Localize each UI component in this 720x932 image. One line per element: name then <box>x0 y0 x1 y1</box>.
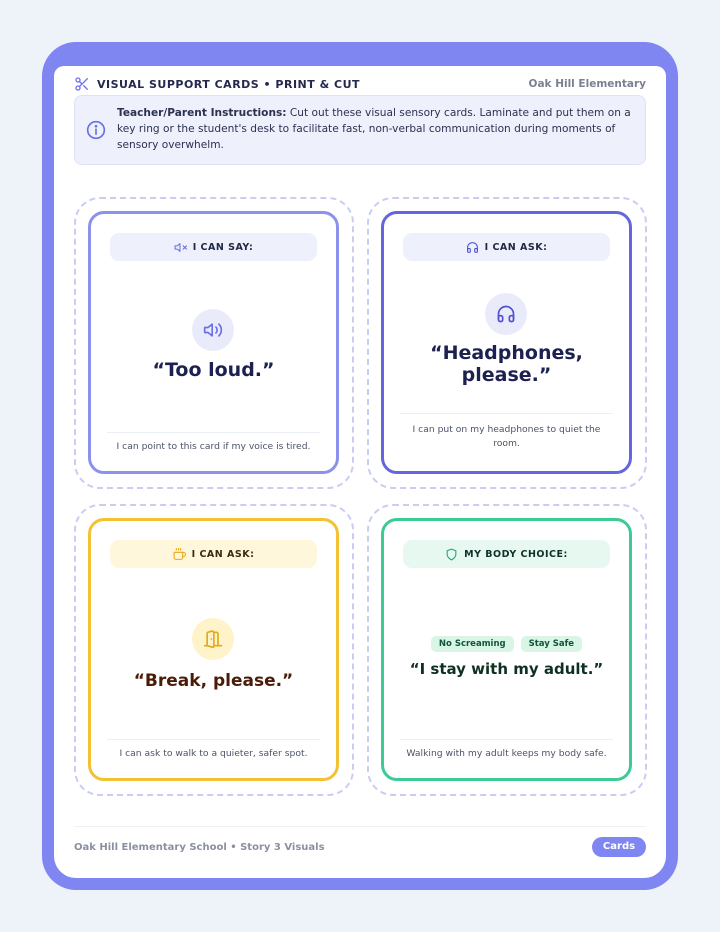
tag-row <box>394 636 619 652</box>
card-icon-circle <box>192 309 234 351</box>
headphones-icon <box>496 304 516 324</box>
header-title: VISUAL SUPPORT CARDS • PRINT & CUT <box>97 77 361 91</box>
coffee-cup-icon <box>173 548 186 561</box>
cut-slot-headphones <box>367 197 647 489</box>
instructions-body: Cut out these visual sensory cards. Laminate and put them on a key ring or the student's desk to facilitate fast, non-verbal communication during moments of sensory overwhelm. <box>117 107 631 151</box>
card-pill-label: I CAN SAY: <box>192 241 254 253</box>
card-divider <box>400 739 613 740</box>
card-phrase: “Headphones, please.” <box>430 342 583 386</box>
tag-no-screaming: No Screaming <box>431 636 514 652</box>
scissors-icon <box>74 76 90 92</box>
header <box>74 75 646 93</box>
instructions-text <box>117 105 635 153</box>
card-caption: I can ask to walk to a quieter, safer spot. <box>119 748 308 759</box>
headphones-icon <box>466 241 479 254</box>
instructions-label: Teacher/Parent Instructions: <box>117 107 287 119</box>
card-pill <box>110 540 317 568</box>
card-too-loud <box>88 211 339 474</box>
card-pill-label: I CAN ASK: <box>191 548 255 560</box>
card-icon-circle <box>485 293 527 335</box>
page-frame <box>42 42 678 890</box>
card-break <box>88 518 339 781</box>
card-stay-with-adult <box>381 518 632 781</box>
tag-stay-safe: Stay Safe <box>521 636 582 652</box>
card-caption: I can put on my headphones to quiet the room. <box>412 424 601 449</box>
info-icon <box>86 120 106 140</box>
card-pill <box>403 233 610 261</box>
instructions-box <box>74 95 646 165</box>
card-caption: Walking with my adult keeps my body safe. <box>406 748 607 759</box>
card-phrase: “Too loud.” <box>152 359 275 381</box>
footer-divider <box>74 826 646 827</box>
speaker-volume-icon <box>203 320 223 340</box>
cut-slot-too-loud <box>74 197 354 489</box>
worksheet <box>54 66 666 878</box>
card-divider <box>107 739 320 740</box>
card-icon-circle <box>192 618 234 660</box>
shield-icon <box>445 548 458 561</box>
footer-badge: Cards <box>592 837 646 857</box>
school-name: Oak Hill Elementary <box>528 78 646 90</box>
card-pill-label: I CAN ASK: <box>484 241 548 253</box>
card-headphones <box>381 211 632 474</box>
card-divider <box>107 432 320 433</box>
door-icon <box>203 629 223 649</box>
header-left <box>74 76 360 92</box>
card-phrase: “Break, please.” <box>133 671 294 691</box>
card-phrase: “I stay with my adult.” <box>409 660 604 678</box>
cut-slot-break <box>74 504 354 796</box>
card-pill <box>110 233 317 261</box>
card-pill-label: MY BODY CHOICE: <box>464 548 568 560</box>
footer-text: Oak Hill Elementary School • Story 3 Visuals <box>74 842 325 853</box>
cut-slot-stay-with-adult <box>367 504 647 796</box>
speaker-mute-icon <box>174 241 187 254</box>
card-caption: I can point to this card if my voice is tired. <box>116 441 311 452</box>
card-divider <box>400 413 613 414</box>
card-pill <box>403 540 610 568</box>
